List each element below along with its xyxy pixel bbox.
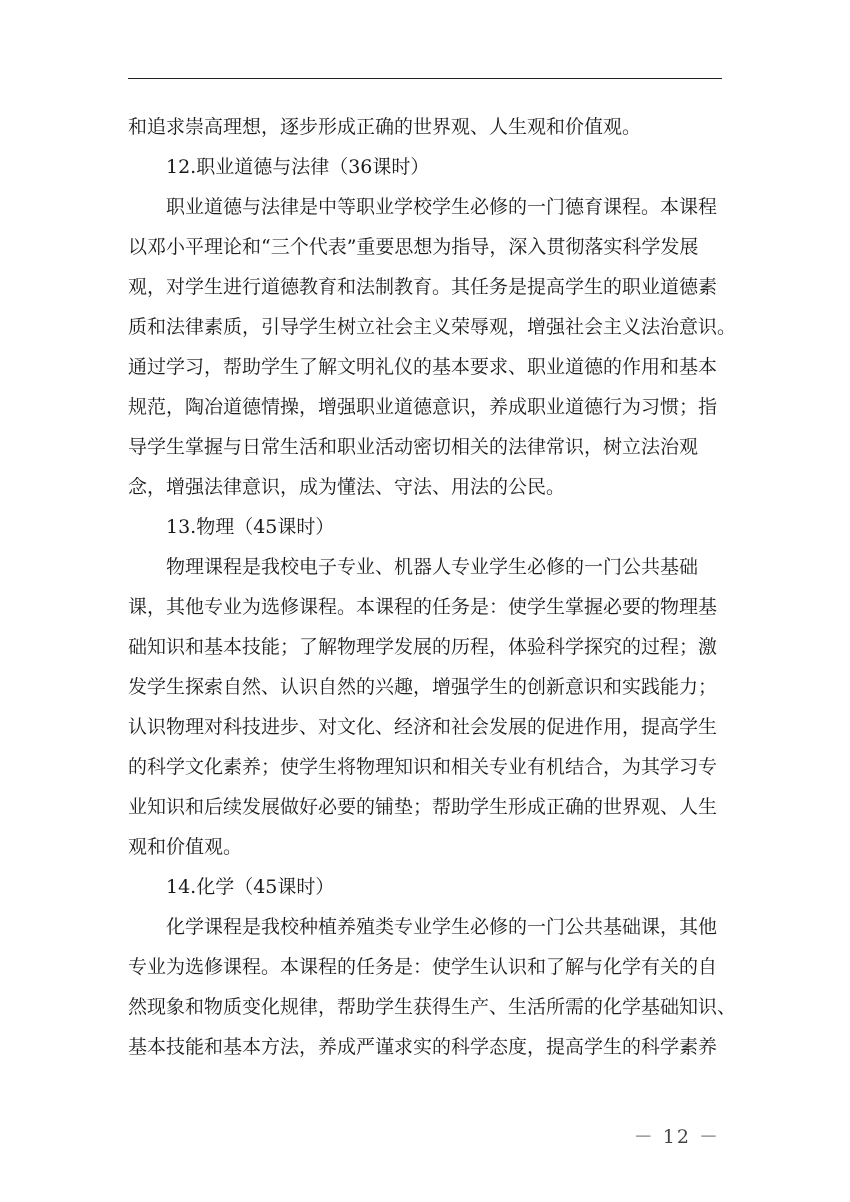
paragraph-line: 课，其他专业为选修课程。本课程的任务是：使学生掌握必要的物理基 <box>128 596 718 618</box>
paragraph-line: 导学生掌握与日常生活和职业活动密切相关的法律常识，树立法治观 <box>128 436 699 458</box>
paragraph-line: 认识物理对科技进步、对文化、经济和社会发展的促进作用，提高学生 <box>128 716 718 738</box>
heading-text: 14.化学（45课时） <box>166 876 335 898</box>
body-paragraph <box>128 547 722 867</box>
paragraph-line: 质和法律素质，引导学生树立社会主义荣辱观，增强社会主义法治意识。 <box>128 316 737 338</box>
paragraph-line: 化学课程是我校种植养殖类专业学生必修的一门公共基础课，其他 <box>166 916 718 938</box>
paragraph-line: 念，增强法律意识，成为懂法、守法、用法的公民。 <box>128 476 566 498</box>
section-heading <box>128 507 722 547</box>
heading-text: 12.职业道德与法律（36课时） <box>166 156 430 178</box>
paragraph-line: 职业道德与法律是中等职业学校学生必修的一门德育课程。本课程 <box>166 196 718 218</box>
paragraph-line: 业知识和后续发展做好必要的铺垫；帮助学生形成正确的世界观、人生 <box>128 796 718 818</box>
paragraph-line: 以邓小平理论和“三个代表”重要思想为指导，深入贯彻落实科学发展 <box>128 236 699 258</box>
body-paragraph <box>128 107 722 147</box>
paragraph-line: 和追求崇高理想，逐步形成正确的世界观、人生观和价值观。 <box>128 116 642 138</box>
paragraph-line: 然现象和物质变化规律，帮助学生获得生产、生活所需的化学基础知识、 <box>128 996 737 1018</box>
paragraph-line: 基本技能和基本方法，养成严谨求实的科学态度，提高学生的科学素养 <box>128 1036 718 1058</box>
paragraph-line: 的科学文化素养；使学生将物理知识和相关专业有机结合，为其学习专 <box>128 756 718 778</box>
body-paragraph <box>128 187 737 507</box>
document-body <box>128 107 737 1067</box>
paragraph-line: 规范，陶冶道德情操，增强职业道德意识，养成职业道德行为习惯；指 <box>128 396 718 418</box>
header-rule <box>128 78 722 79</box>
section-heading <box>128 147 722 187</box>
paragraph-line: 础知识和基本技能；了解物理学发展的历程，体验科学探究的过程；激 <box>128 636 718 658</box>
paragraph-line: 观，对学生进行道德教育和法制教育。其任务是提高学生的职业道德素 <box>128 276 718 298</box>
section-heading <box>128 867 722 907</box>
paragraph-line: 观和价值观。 <box>128 836 243 858</box>
page-number: － 12 － <box>633 1126 720 1148</box>
paragraph-line: 通过学习，帮助学生了解文明礼仪的基本要求、职业道德的作用和基本 <box>128 356 718 378</box>
paragraph-line: 专业为选修课程。本课程的任务是：使学生认识和了解与化学有关的自 <box>128 956 718 978</box>
body-paragraph <box>128 907 737 1067</box>
heading-text: 13.物理（45课时） <box>166 516 335 538</box>
paragraph-line: 发学生探索自然、认识自然的兴趣，增强学生的创新意识和实践能力； <box>128 676 718 698</box>
paragraph-line: 物理课程是我校电子专业、机器人专业学生必修的一门公共基础 <box>166 556 699 578</box>
